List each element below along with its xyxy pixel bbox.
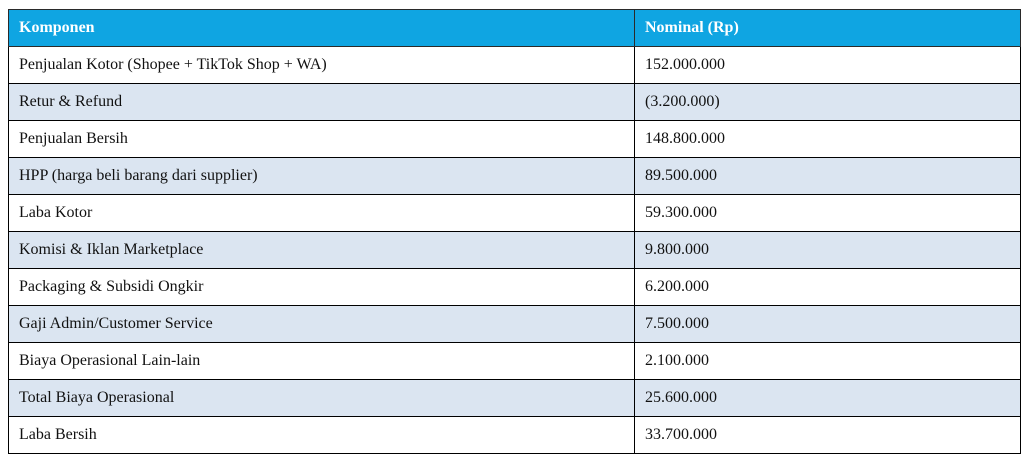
header-row	[9, 10, 1021, 47]
table-row	[9, 232, 1021, 269]
table-row	[9, 121, 1021, 158]
table-row	[9, 158, 1021, 195]
table-row	[9, 269, 1021, 306]
nominal-cell: 25.600.000	[635, 380, 1021, 417]
table-row	[9, 417, 1021, 454]
table-row	[9, 195, 1021, 232]
nominal-cell: (3.200.000)	[635, 84, 1021, 121]
table-body	[9, 47, 1021, 454]
komponen-cell: Retur & Refund	[9, 84, 635, 121]
komponen-cell: Biaya Operasional Lain-lain	[9, 343, 635, 380]
komponen-cell: HPP (harga beli barang dari supplier)	[9, 158, 635, 195]
financial-summary-table-container	[8, 9, 1020, 454]
table-row	[9, 380, 1021, 417]
komponen-cell: Packaging & Subsidi Ongkir	[9, 269, 635, 306]
header-komponen: Komponen	[9, 10, 635, 47]
komponen-cell: Laba Kotor	[9, 195, 635, 232]
komponen-cell: Komisi & Iklan Marketplace	[9, 232, 635, 269]
komponen-cell: Gaji Admin/Customer Service	[9, 306, 635, 343]
komponen-cell: Penjualan Kotor (Shopee + TikTok Shop + WA)	[9, 47, 635, 84]
komponen-cell: Total Biaya Operasional	[9, 380, 635, 417]
table-row	[9, 47, 1021, 84]
nominal-cell: 33.700.000	[635, 417, 1021, 454]
komponen-cell: Laba Bersih	[9, 417, 635, 454]
nominal-cell: 89.500.000	[635, 158, 1021, 195]
komponen-cell: Penjualan Bersih	[9, 121, 635, 158]
nominal-cell: 59.300.000	[635, 195, 1021, 232]
financial-summary-table	[8, 9, 1021, 454]
nominal-cell: 2.100.000	[635, 343, 1021, 380]
table-header	[9, 10, 1021, 47]
nominal-cell: 7.500.000	[635, 306, 1021, 343]
header-nominal: Nominal (Rp)	[635, 10, 1021, 47]
nominal-cell: 9.800.000	[635, 232, 1021, 269]
table-row	[9, 84, 1021, 121]
nominal-cell: 152.000.000	[635, 47, 1021, 84]
nominal-cell: 148.800.000	[635, 121, 1021, 158]
table-row	[9, 306, 1021, 343]
nominal-cell: 6.200.000	[635, 269, 1021, 306]
table-row	[9, 343, 1021, 380]
